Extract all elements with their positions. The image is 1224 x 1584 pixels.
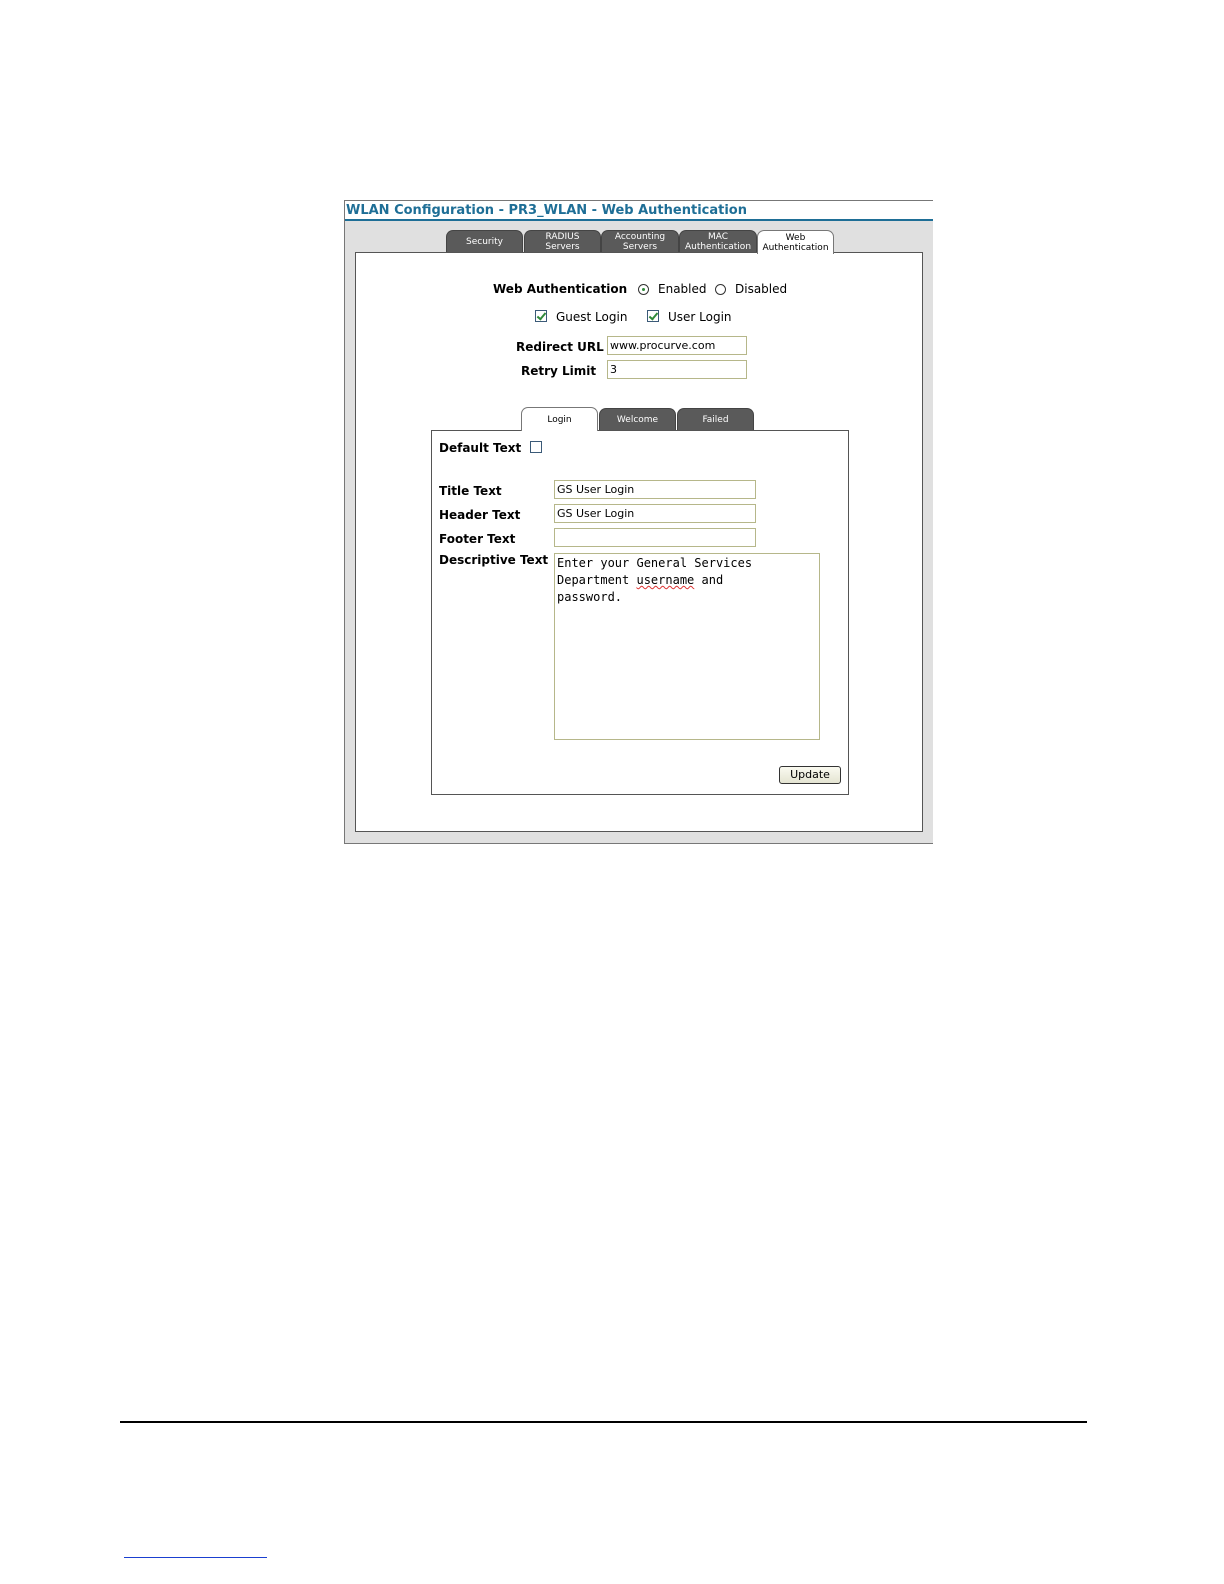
- tab-security[interactable]: Security: [446, 230, 523, 252]
- tab-web-authentication[interactable]: Web Authentication: [757, 230, 834, 254]
- redirect-url-label: Redirect URL: [516, 340, 604, 354]
- descriptive-text-line1: Enter your General Services Department: [557, 556, 753, 587]
- footer-text-label: Footer Text: [439, 532, 516, 546]
- header-text-label: Header Text: [439, 508, 521, 522]
- descriptive-text-label: Descriptive Text: [439, 553, 549, 567]
- footer-link-underline[interactable]: [124, 1557, 267, 1558]
- login-text-panel: [431, 430, 849, 795]
- tab-accounting-servers[interactable]: Accounting Servers: [601, 230, 679, 252]
- web-auth-label: Web Authentication: [493, 282, 628, 296]
- page-divider: [120, 1421, 1087, 1423]
- tab-radius-servers[interactable]: RADIUS Servers: [524, 230, 601, 252]
- header-text-input[interactable]: GS User Login: [554, 504, 756, 523]
- spellcheck-word: username: [636, 573, 695, 587]
- redirect-url-input[interactable]: www.procurve.com: [607, 336, 747, 355]
- guest-login-checkbox[interactable]: [535, 310, 547, 322]
- subtab-welcome[interactable]: Welcome: [599, 408, 676, 430]
- title-text-label: Title Text: [439, 484, 502, 498]
- retry-limit-input[interactable]: 3: [607, 360, 747, 379]
- web-auth-enabled-label: Enabled: [658, 282, 707, 296]
- default-text-label: Default Text: [439, 441, 522, 455]
- web-auth-enabled-radio[interactable]: [638, 284, 649, 295]
- descriptive-text-textarea[interactable]: [554, 553, 820, 740]
- wlan-config-panel: [344, 200, 933, 844]
- page-title: WLAN Configuration - PR3_WLAN - Web Authentication: [345, 201, 933, 221]
- default-text-checkbox[interactable]: [530, 441, 542, 453]
- title-text-input[interactable]: GS User Login: [554, 480, 756, 499]
- web-auth-content: [355, 252, 923, 832]
- footer-text-input[interactable]: [554, 528, 756, 547]
- update-button[interactable]: Update: [779, 766, 841, 784]
- web-auth-disabled-radio[interactable]: [715, 284, 726, 295]
- user-login-label: User Login: [668, 310, 732, 324]
- retry-limit-label: Retry Limit: [521, 364, 597, 378]
- tab-mac-authentication[interactable]: MAC Authentication: [679, 230, 757, 252]
- user-login-checkbox[interactable]: [647, 310, 659, 322]
- web-auth-disabled-label: Disabled: [735, 282, 788, 296]
- subtab-login[interactable]: Login: [521, 407, 598, 431]
- subtab-failed[interactable]: Failed: [677, 408, 754, 430]
- descriptive-text-line2: and password.: [557, 573, 724, 604]
- guest-login-label: Guest Login: [556, 310, 628, 324]
